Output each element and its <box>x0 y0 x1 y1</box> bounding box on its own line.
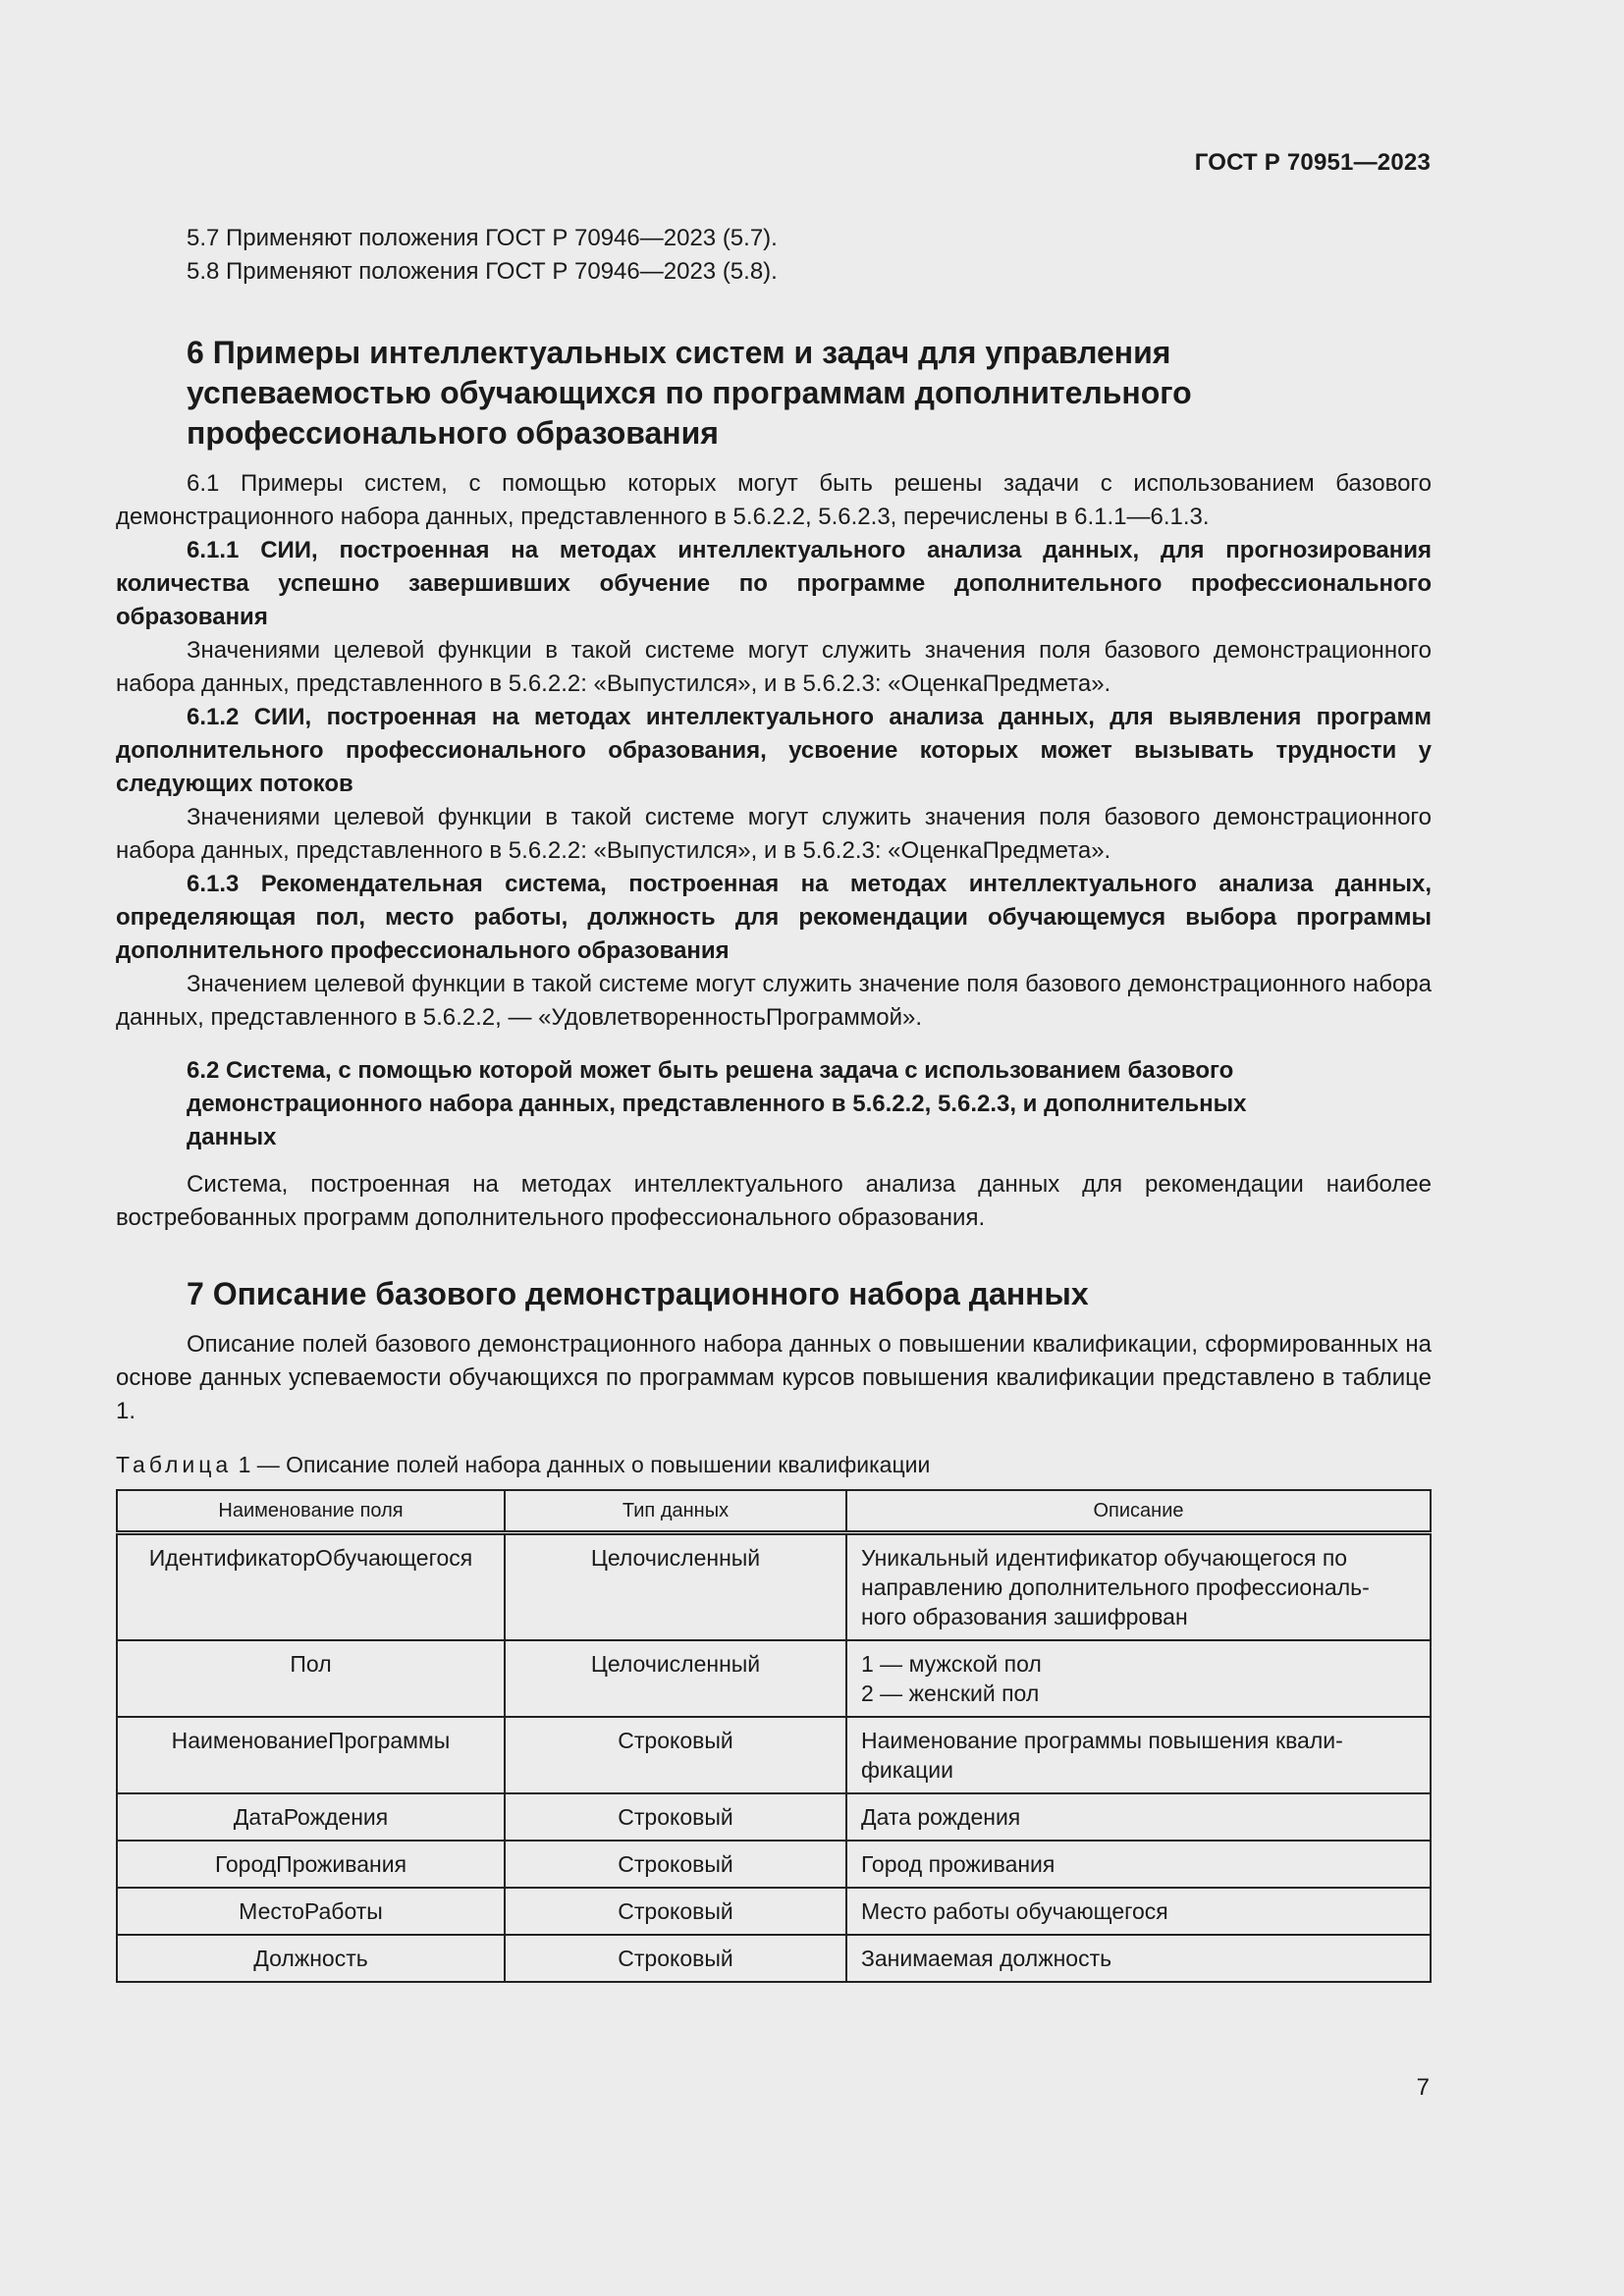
header-data-type: Тип данных <box>505 1490 846 1533</box>
cell-data-type: Строковый <box>505 1793 846 1841</box>
header-description: Описание <box>846 1490 1431 1533</box>
paragraph-7: Описание полей базового демонстрационного набора данных о повышении квалификации, сформированных на основе данных успеваемости обучающихся по программам курсов повышения квалификации представлено в таблице 1. <box>116 1331 1432 1424</box>
table-row <box>117 1841 1431 1888</box>
item-5-7: 5.7 Применяют положения ГОСТ Р 70946—2023 (5.7). <box>187 225 778 251</box>
paragraph-6-1-1: Значениями целевой функции в такой системе могут служить значения поля базового демонстрационного набора данных, представленного в 5.6.2.2: «Выпустился», и в 5.6.2.3: «ОценкаПредмета». <box>116 637 1432 697</box>
cell-description: Дата рождения <box>846 1793 1431 1841</box>
cell-data-type: Целочисленный <box>505 1533 846 1641</box>
table-row <box>117 1533 1431 1641</box>
section-7-title: 7 Описание базового демонстрационного набора данных <box>187 1276 1089 1311</box>
cell-data-type: Строковый <box>505 1841 846 1888</box>
table-caption: Таблица 1 — Описание полей набора данных о повышении квалификации <box>116 1452 931 1477</box>
standard-header: ГОСТ Р 70951—2023 <box>1194 149 1431 176</box>
cell-data-type: Целочисленный <box>505 1640 846 1717</box>
cell-data-type: Строковый <box>505 1717 846 1793</box>
table-row <box>117 1793 1431 1841</box>
heading-6-1-3: 6.1.3 Рекомендательная система, построенная на методах интеллектуального анализа данных, определяющая пол, место работы, должность для рекомендации обучающемуся выбора программы дополнительного профессионального образования <box>116 871 1432 964</box>
cell-description: Место работы обучающегося <box>846 1888 1431 1935</box>
paragraph-6-1: 6.1 Примеры систем, с помощью которых могут быть решены задачи с использованием базового демонстрационного набора данных, представленного в 5.6.2.2, 5.6.2.3, перечислены в 6.1.1—6.1.3. <box>116 470 1432 530</box>
heading-6-1-2: 6.1.2 СИИ, построенная на методах интеллектуального анализа данных, для выявления программ дополнительного профессионального образования, усвоение которых может вызывать трудности у следующих потоков <box>116 704 1432 797</box>
cell-field-name: Должность <box>117 1935 505 1982</box>
cell-description: 1 — мужской пол 2 — женский пол <box>846 1640 1431 1717</box>
table-header-row <box>117 1490 1431 1533</box>
cell-field-name: ГородПроживания <box>117 1841 505 1888</box>
item-5-8: 5.8 Применяют положения ГОСТ Р 70946—2023 (5.8). <box>187 258 778 285</box>
cell-field-name: ДатаРождения <box>117 1793 505 1841</box>
cell-description: Занимаемая должность <box>846 1935 1431 1982</box>
cell-data-type: Строковый <box>505 1935 846 1982</box>
header-field-name: Наименование поля <box>117 1490 505 1533</box>
cell-description: Уникальный идентификатор обучающегося по направлению дополнительного профессиональ- ного образования зашифрован <box>846 1533 1431 1641</box>
cell-field-name: ИдентификаторОбучающегося <box>117 1533 505 1641</box>
paragraph-6-1-3: Значением целевой функции в такой системе могут служить значение поля базового демонстрационного набора данных, представленного в 5.6.2.2, — «УдовлетворенностьПрограммой». <box>116 971 1432 1031</box>
table-row <box>117 1640 1431 1717</box>
paragraph-6-1-2: Значениями целевой функции в такой системе могут служить значения поля базового демонстрационного набора данных, представленного в 5.6.2.2: «Выпустился», и в 5.6.2.3: «ОценкаПредмета». <box>116 804 1432 864</box>
heading-6-2: 6.2 Система, с помощью которой может быть решена задача с использованием базового демонстрационного набора данных, представленного в 5.6.2.2, 5.6.2.3, и дополнительных данных <box>187 1057 1247 1150</box>
section-6-title: 6 Примеры интеллектуальных систем и задач для управления успеваемостью обучающихся по программам дополнительного профессионального образования <box>187 335 1192 451</box>
cell-field-name: МестоРаботы <box>117 1888 505 1935</box>
page-number: 7 <box>1416 2074 1430 2101</box>
cell-description: Наименование программы повышения квали- фикации <box>846 1717 1431 1793</box>
table-row <box>117 1888 1431 1935</box>
cell-description: Город проживания <box>846 1841 1431 1888</box>
cell-field-name: НаименованиеПрограммы <box>117 1717 505 1793</box>
paragraph-6-2: Система, построенная на методах интеллектуального анализа данных для рекомендации наиболее востребованных программ дополнительного профессионального образования. <box>116 1171 1432 1231</box>
table-row <box>117 1935 1431 1982</box>
page-content <box>116 222 1432 1983</box>
cell-field-name: Пол <box>117 1640 505 1717</box>
cell-data-type: Строковый <box>505 1888 846 1935</box>
table-row <box>117 1717 1431 1793</box>
heading-6-1-1: 6.1.1 СИИ, построенная на методах интеллектуального анализа данных, для прогнозирования количества успешно завершивших обучение по программе дополнительного профессионального образования <box>116 537 1432 630</box>
fields-table <box>116 1489 1432 1983</box>
